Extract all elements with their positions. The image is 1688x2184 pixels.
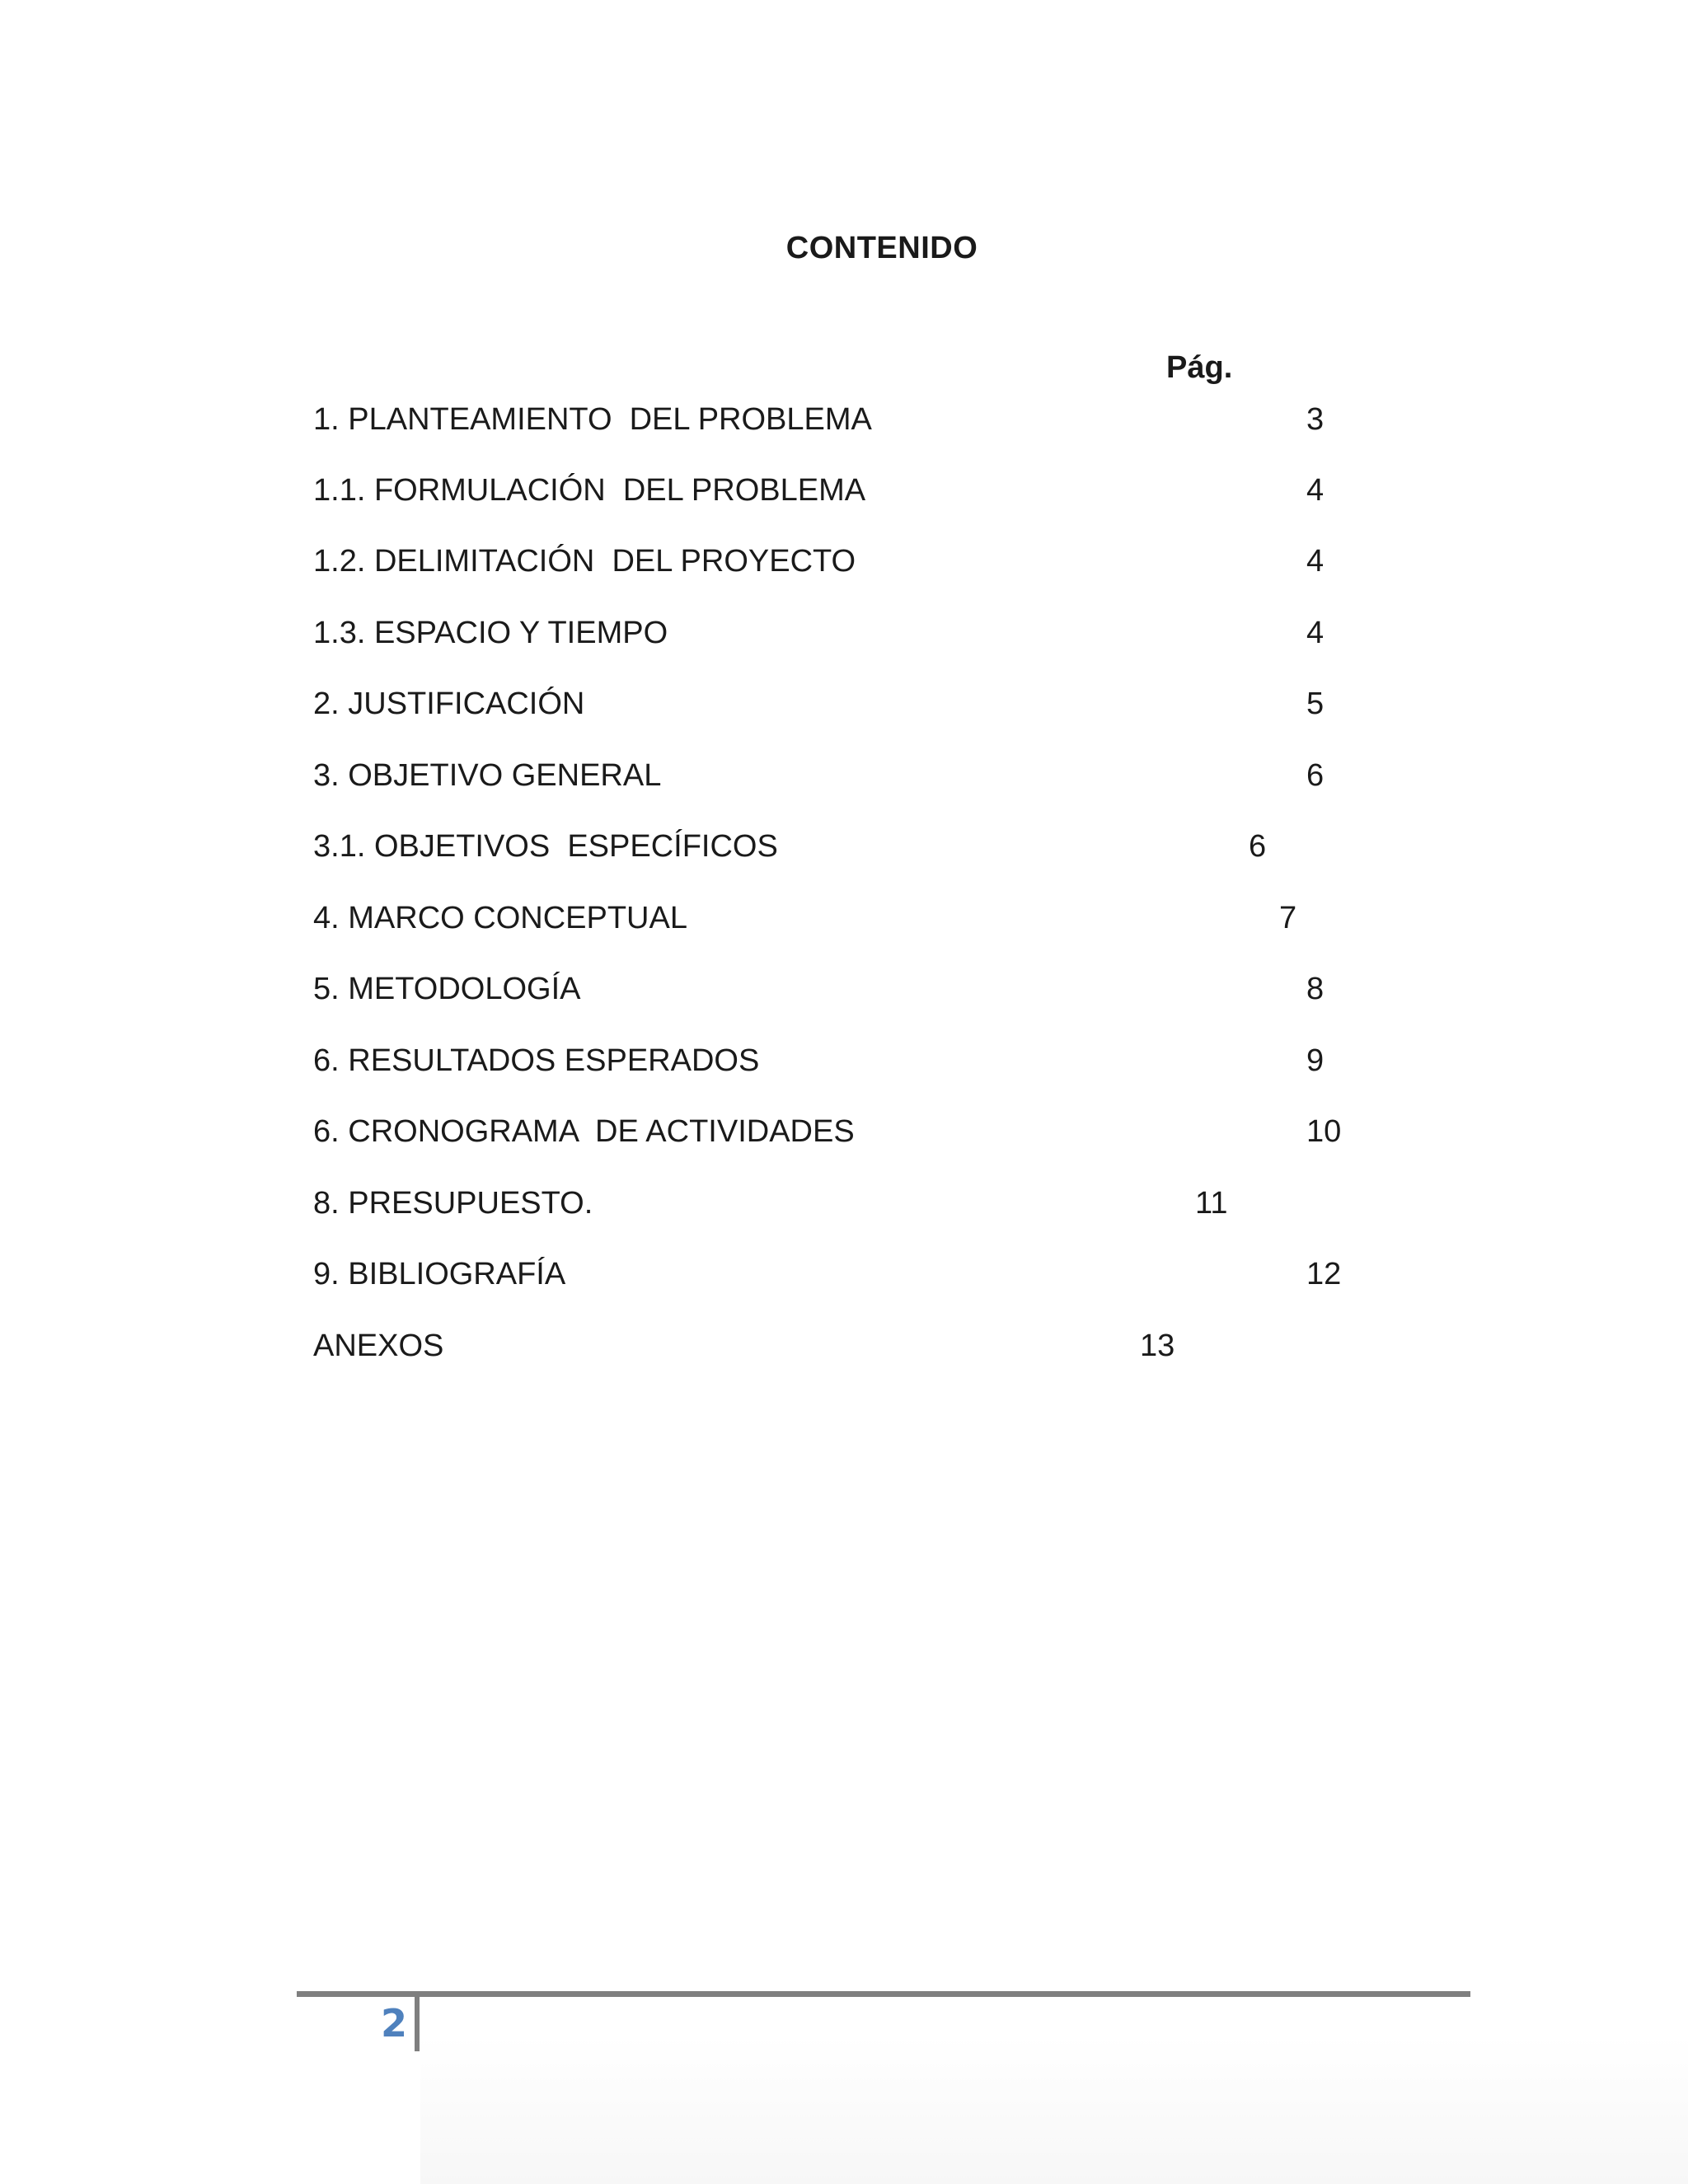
page-shadow xyxy=(420,2036,1688,2184)
footer-divider xyxy=(415,1997,420,2051)
toc-entry-label: 5. METODOLOGÍA xyxy=(313,972,581,1006)
toc-entry-page: 12 xyxy=(1306,1257,1342,1291)
toc-entry-page: 8 xyxy=(1306,972,1325,1006)
toc-entry-page: 6 xyxy=(1306,758,1325,793)
toc-entry-page: 9 xyxy=(1306,1043,1325,1078)
toc-entry-page: 4 xyxy=(1306,473,1325,508)
toc-entry xyxy=(313,402,1467,452)
toc-entry-page: 6 xyxy=(1249,829,1267,864)
toc-entry-label: ANEXOS xyxy=(313,1329,444,1363)
toc-entry-page: 4 xyxy=(1306,616,1325,650)
toc-entry xyxy=(313,1043,1467,1093)
toc-entry xyxy=(313,1186,1467,1235)
toc-entry-label: 6. RESULTADOS ESPERADOS xyxy=(313,1043,760,1078)
toc-entry xyxy=(313,687,1467,736)
toc-entry-label: 2. JUSTIFICACIÓN xyxy=(313,687,585,721)
page-number: 2 xyxy=(381,2001,408,2046)
toc-entry-label: 1.3. ESPACIO Y TIEMPO xyxy=(313,616,668,650)
toc-entry-label: 8. PRESUPUESTO. xyxy=(313,1186,593,1221)
toc-entry-page: 7 xyxy=(1279,901,1297,935)
toc-entry-label: 3. OBJETIVO GENERAL xyxy=(313,758,662,793)
toc-entry xyxy=(313,1114,1467,1164)
toc-entry-page: 3 xyxy=(1306,402,1325,437)
toc-entry xyxy=(313,829,1467,879)
toc-entry-label: 6. CRONOGRAMA DE ACTIVIDADES xyxy=(313,1114,855,1149)
toc-entry-label: 1.1. FORMULACIÓN DEL PROBLEMA xyxy=(313,473,866,508)
toc-entry-page: 4 xyxy=(1306,544,1325,579)
toc-entry-label: 1. PLANTEAMIENTO DEL PROBLEMA xyxy=(313,402,872,437)
toc-entry xyxy=(313,473,1467,523)
toc-entry-label: 3.1. OBJETIVOS ESPECÍFICOS xyxy=(313,829,778,864)
toc-entry xyxy=(313,901,1467,950)
page-column-header: Pág. xyxy=(1166,350,1233,385)
toc-entry xyxy=(313,1257,1467,1306)
toc-entry-page: 10 xyxy=(1306,1114,1342,1149)
toc-entry xyxy=(313,1329,1467,1378)
toc-entry xyxy=(313,758,1467,808)
toc-entry-page: 11 xyxy=(1195,1186,1228,1221)
toc-entry-label: 1.2. DELIMITACIÓN DEL PROYECTO xyxy=(313,544,856,579)
toc-entry xyxy=(313,616,1467,665)
toc-entry xyxy=(313,972,1467,1021)
footer-rule xyxy=(297,1991,1470,1997)
toc-title: CONTENIDO xyxy=(785,231,978,265)
toc-entry-page: 13 xyxy=(1140,1329,1175,1363)
toc-entry-label: 9. BIBLIOGRAFÍA xyxy=(313,1257,566,1291)
toc-entry xyxy=(313,544,1467,593)
toc-entry-page: 5 xyxy=(1306,687,1325,721)
toc-entry-label: 4. MARCO CONCEPTUAL xyxy=(313,901,687,935)
